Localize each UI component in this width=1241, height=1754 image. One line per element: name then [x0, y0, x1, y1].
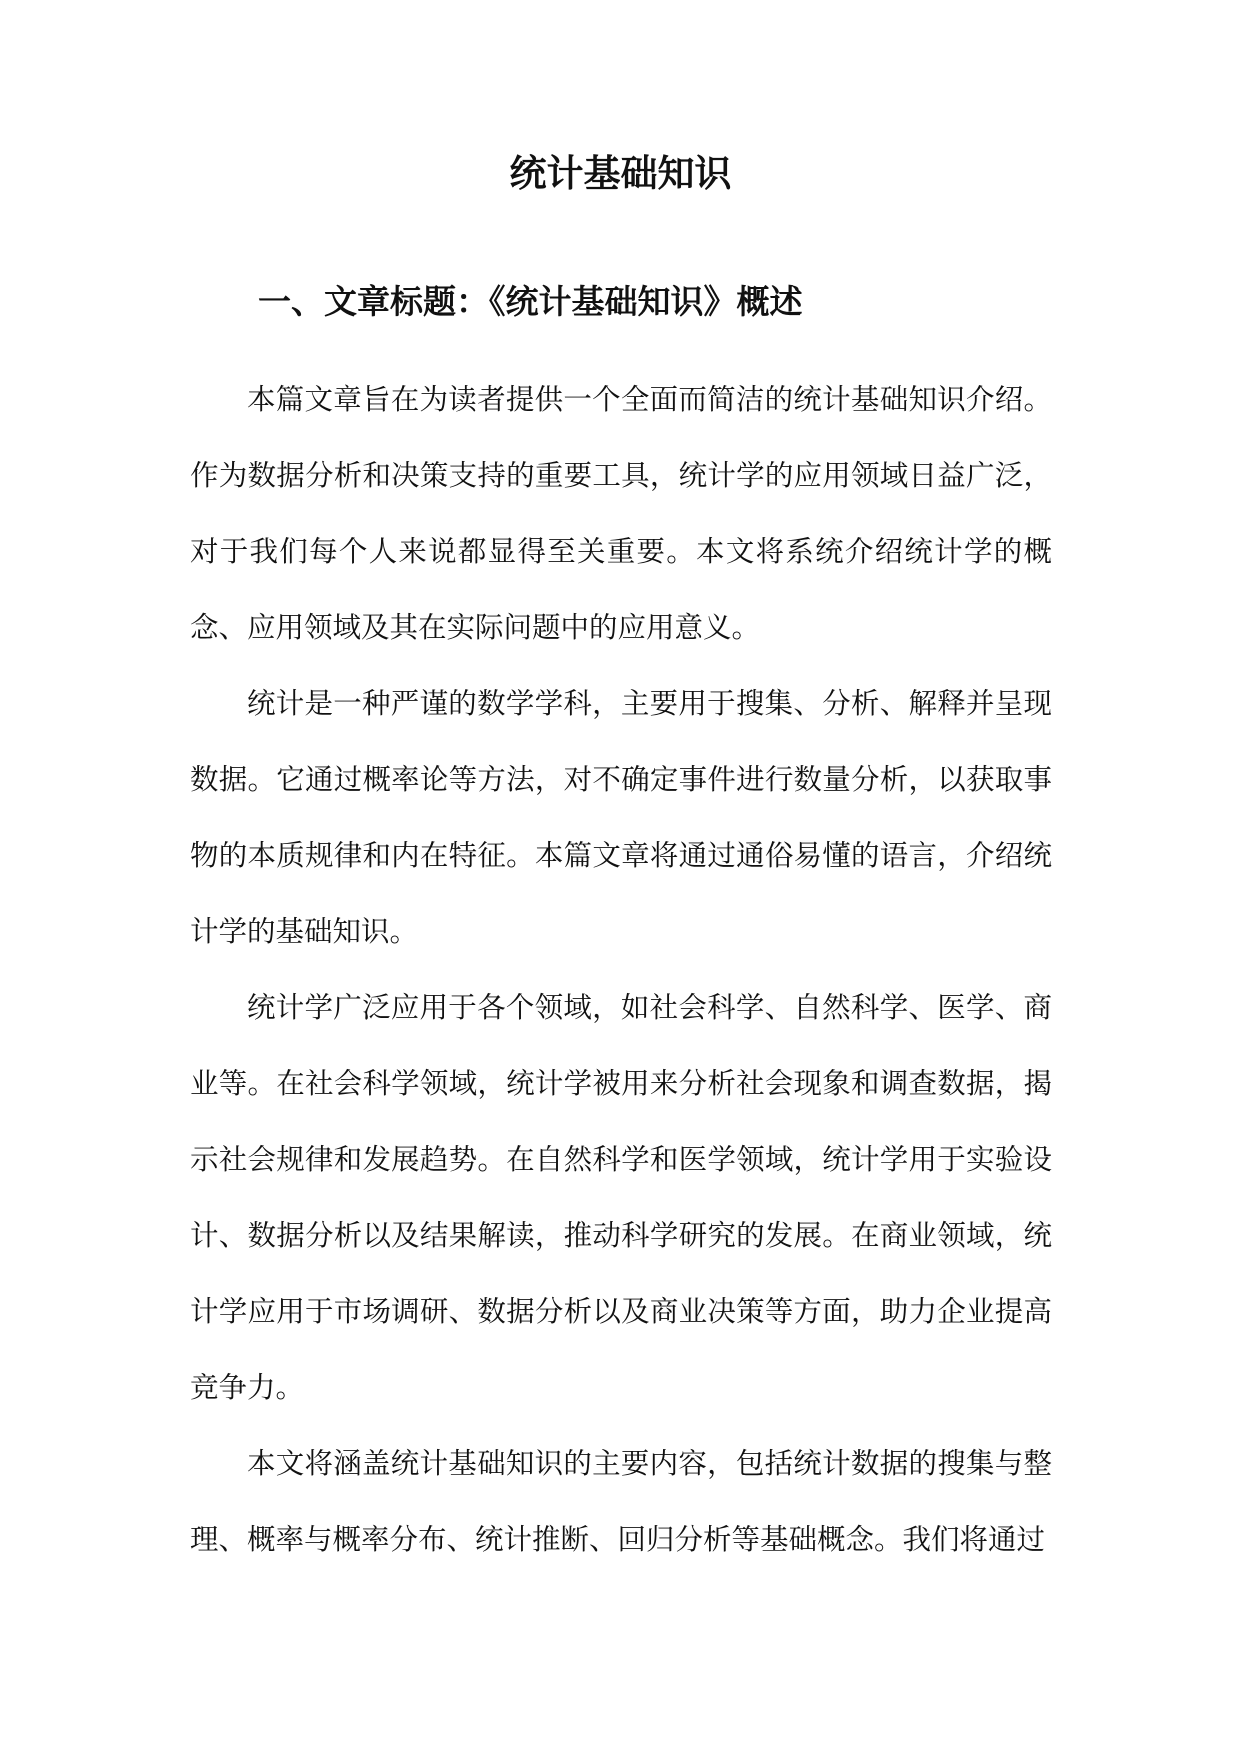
paragraph-2: 统计是一种严谨的数学学科，主要用于搜集、分析、解释并呈现数据。它通过概率论等方法，对不确定事件进行数量分析，以获取事物的本质规律和内在特征。本篇文章将通过通俗易懂的语言，介绍统计学的基础知识。 [190, 687, 1052, 948]
paragraph-3: 统计学广泛应用于各个领域，如社会科学、自然科学、医学、商业等。在社会科学领域，统计学被用来分析社会现象和调查数据，揭示社会规律和发展趋势。在自然科学和医学领域，统计学用于实验设计、数据分析以及结果解读，推动科学研究的发展。在商业领域，统计学应用于市场调研、数据分析以及商业决策等方面，助力企业提高竞争力。 [190, 991, 1052, 1404]
document-title: 统计基础知识 [509, 151, 732, 195]
paragraph-4: 本文将涵盖统计基础知识的主要内容，包括统计数据的搜集与整理、概率与概率分布、统计推断、回归分析等基础概念。我们将通过 [190, 1447, 1052, 1556]
section-heading: 一、文章标题：《统计基础知识》概述 [258, 282, 803, 321]
paragraph-1: 本篇文章旨在为读者提供一个全面而简洁的统计基础知识介绍。作为数据分析和决策支持的重要工具，统计学的应用领域日益广泛，对于我们每个人来说都显得至关重要。本文将系统介绍统计学的概念、应用领域及其在实际问题中的应用意义。 [190, 383, 1052, 644]
document-body [190, 362, 1052, 1578]
